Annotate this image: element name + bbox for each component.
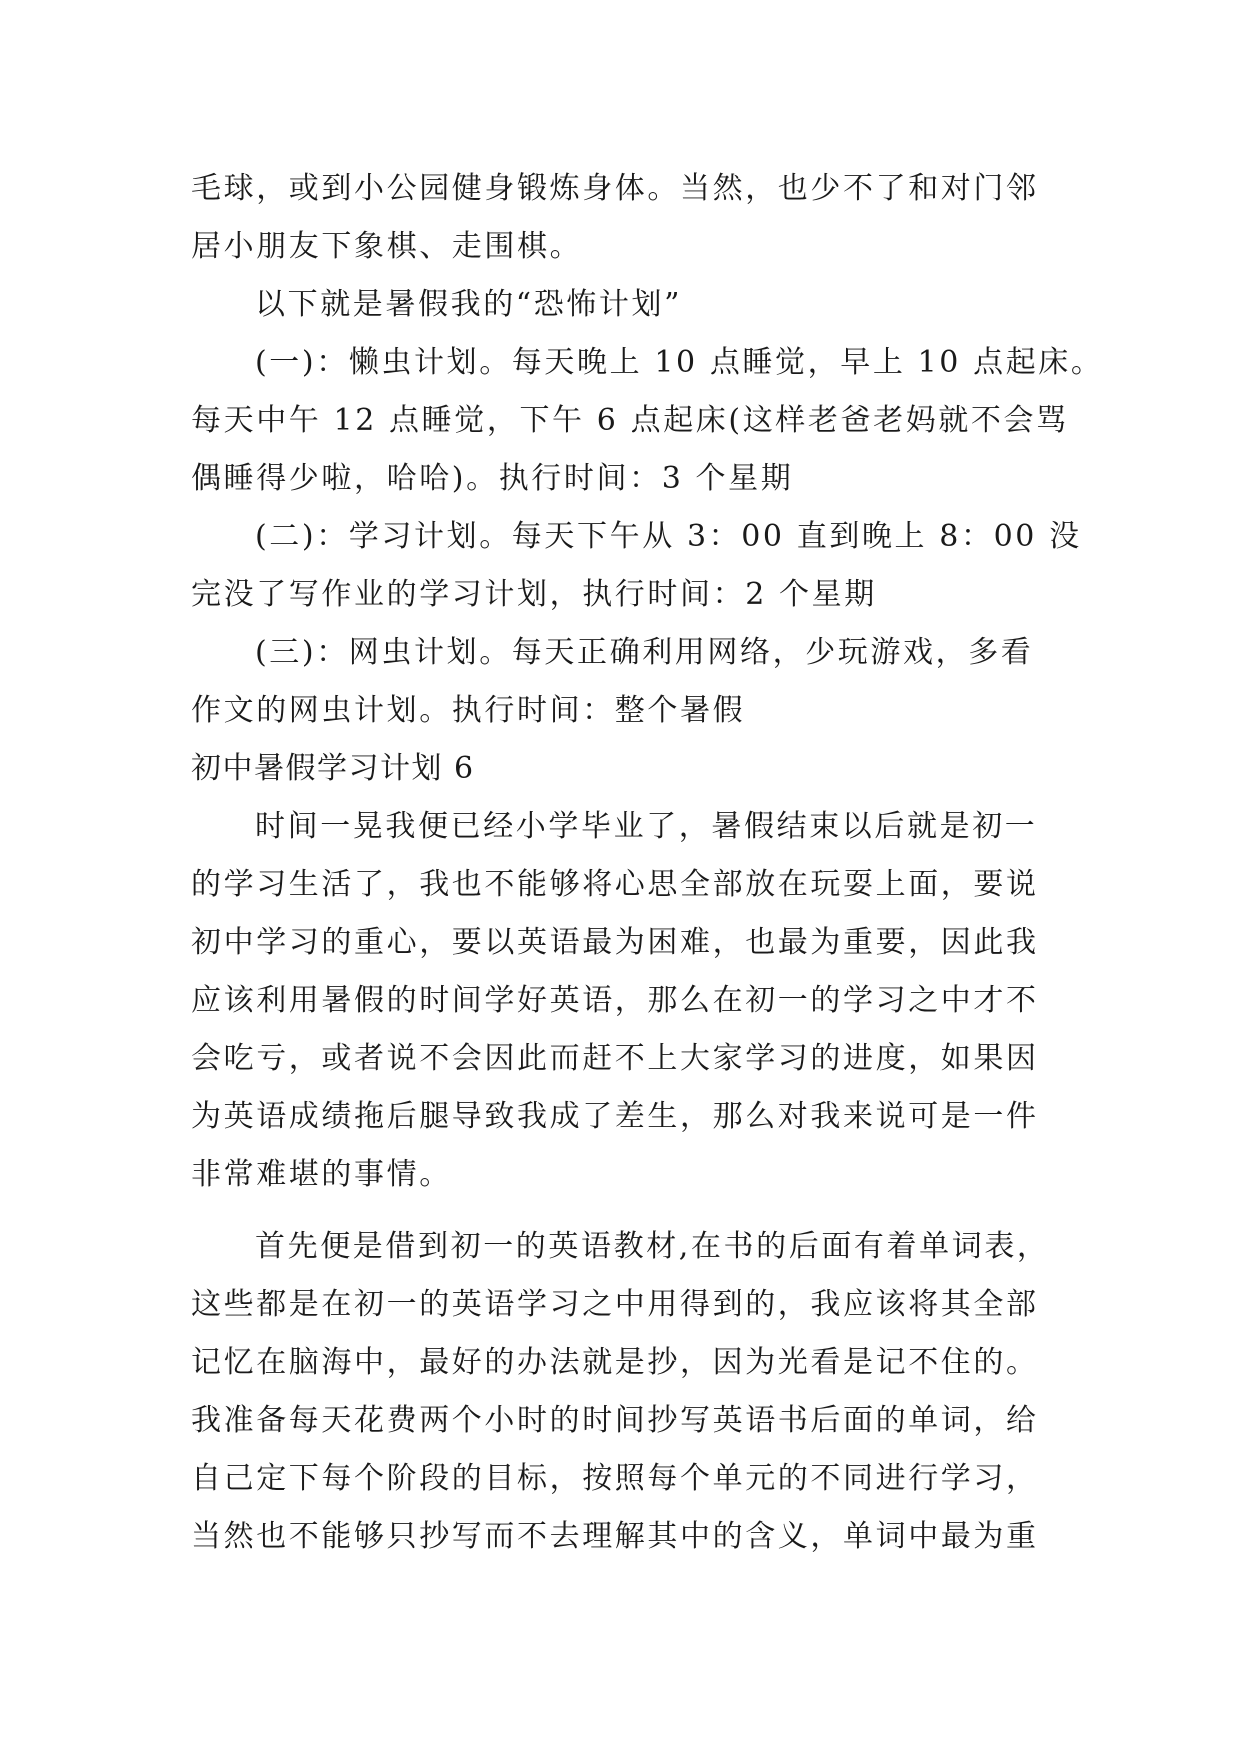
text-line: 记忆在脑海中，最好的办法就是抄，因为光看是记不住的。 [191, 1345, 1039, 1380]
text-line: 完没了写作业的学习计划，执行时间：2 个星期 [191, 577, 877, 612]
text-line: 每天中午 12 点睡觉，下午 6 点起床(这样老爸老妈就不会骂 [191, 403, 1069, 438]
paragraph-first-line: (三)：网虫计划。每天正确利用网络，少玩游戏，多看 [255, 635, 1034, 670]
text-line: 自己定下每个阶段的目标，按照每个单元的不同进行学习， [191, 1461, 1039, 1496]
paragraph-first-line: 首先便是借到初一的英语教材,在书的后面有着单词表， [255, 1229, 1050, 1264]
text-line: 非常难堪的事情。 [191, 1157, 452, 1192]
body-text [191, 160, 1104, 1566]
text-line: 我准备每天花费两个小时的时间抄写英语书后面的单词，给 [191, 1403, 1039, 1438]
text-line: 的学习生活了，我也不能够将心思全部放在玩耍上面，要说 [191, 867, 1039, 902]
paragraph-first-line: 时间一晃我便已经小学毕业了，暑假结束以后就是初一 [255, 809, 1038, 844]
text-line: 作文的网虫计划。执行时间：整个暑假 [191, 693, 746, 728]
text-line: 偶睡得少啦，哈哈)。执行时间：3 个星期 [191, 461, 794, 496]
paragraph-first-line: 以下就是暑假我的“恐怖计划” [255, 287, 683, 322]
text-line: 当然也不能够只抄写而不去理解其中的含义，单词中最为重 [191, 1519, 1039, 1554]
text-line: 这些都是在初一的英语学习之中用得到的，我应该将其全部 [191, 1287, 1039, 1322]
paragraph-first-line: (一)：懒虫计划。每天晚上 10 点睡觉，早上 10 点起床。 [255, 345, 1104, 380]
text-line: 为英语成绩拖后腿导致我成了差生，那么对我来说可是一件 [191, 1099, 1039, 1134]
text-line: 应该利用暑假的时间学好英语，那么在初一的学习之中才不 [191, 983, 1039, 1018]
text-line: 毛球，或到小公园健身锻炼身体。当然，也少不了和对门邻 [191, 171, 1039, 206]
text-line: 初中学习的重心，要以英语最为困难，也最为重要，因此我 [191, 925, 1039, 960]
paragraph-first-line: (二)：学习计划。每天下午从 3：00 直到晚上 8：00 没 [255, 519, 1082, 554]
text-line: 会吃亏，或者说不会因此而赶不上大家学习的进度，如果因 [191, 1041, 1039, 1076]
section-heading: 初中暑假学习计划 6 [191, 751, 475, 786]
text-line: 居小朋友下象棋、走围棋。 [191, 229, 583, 264]
